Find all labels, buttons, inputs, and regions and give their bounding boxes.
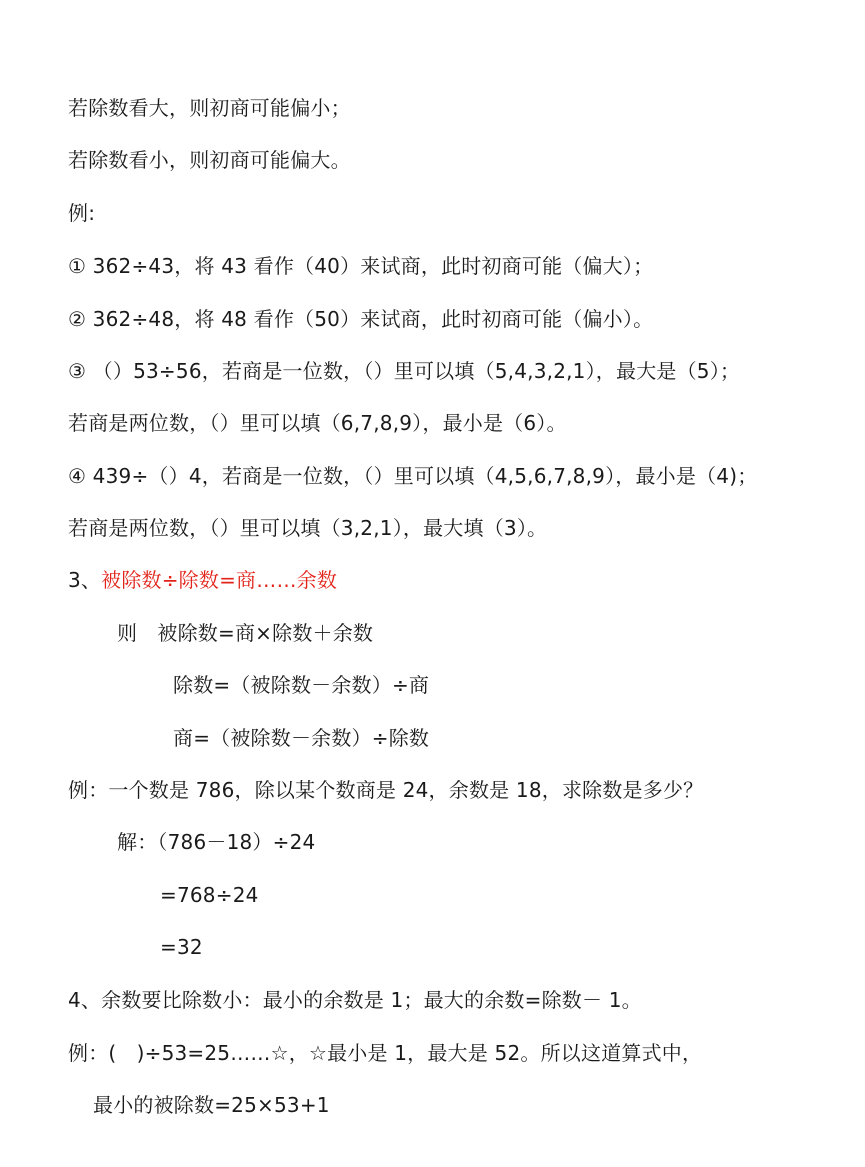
division-formula-highlight: 被除数÷除数=商……余数 bbox=[101, 568, 338, 592]
section-4-remainder-rule: 4、余数要比除数小：最小的余数是 1；最大的余数=除数－ 1。 bbox=[68, 988, 642, 1012]
solution-step-2: =768÷24 bbox=[160, 883, 259, 907]
example-problem: 例：一个数是 786，除以某个数商是 24，余数是 18，求除数是多少？ bbox=[68, 778, 704, 802]
example-remainder: 例：( )÷53=25……☆，☆最小是 1，最大是 52。所以这道算式中， bbox=[68, 1041, 703, 1065]
example-3-continued: 若商是两位数，（）里可以填（6,7,8,9），最小是（6）。 bbox=[68, 411, 567, 435]
example-4: ④ 439÷（）4，若商是一位数，（）里可以填（4,5,6,7,8,9），最小是（4)； bbox=[68, 464, 758, 488]
solution-step-1: 解：（786－18）÷24 bbox=[117, 830, 316, 854]
example-label: 例: bbox=[68, 201, 96, 225]
example-3: ③ （）53÷56，若商是一位数，（）里可以填（5,4,3,2,1），最大是（5）； bbox=[68, 359, 741, 383]
section-number: 3、 bbox=[68, 568, 102, 592]
example-4-continued: 若商是两位数，（）里可以填（3,2,1），最大填（3）。 bbox=[68, 516, 548, 540]
solution-step-3: =32 bbox=[160, 935, 203, 959]
min-dividend-formula: 最小的被除数=25×53+1 bbox=[93, 1093, 330, 1117]
formula-quotient: 商=（被除数－余数）÷除数 bbox=[173, 726, 430, 750]
rule-divisor-large: 若除数看大，则初商可能偏小； bbox=[68, 96, 351, 120]
example-2: ② 362÷48，将 48 看作（50）来试商，此时初商可能（偏小）。 bbox=[68, 307, 654, 331]
rule-divisor-small: 若除数看小，则初商可能偏大。 bbox=[68, 148, 351, 172]
formula-divisor: 除数=（被除数－余数）÷商 bbox=[173, 673, 430, 697]
example-1: ① 362÷43，将 43 看作（40）来试商，此时初商可能（偏大）； bbox=[68, 254, 654, 278]
formula-dividend: 则 被除数=商×除数＋余数 bbox=[117, 621, 374, 645]
section-3-heading bbox=[68, 567, 337, 593]
